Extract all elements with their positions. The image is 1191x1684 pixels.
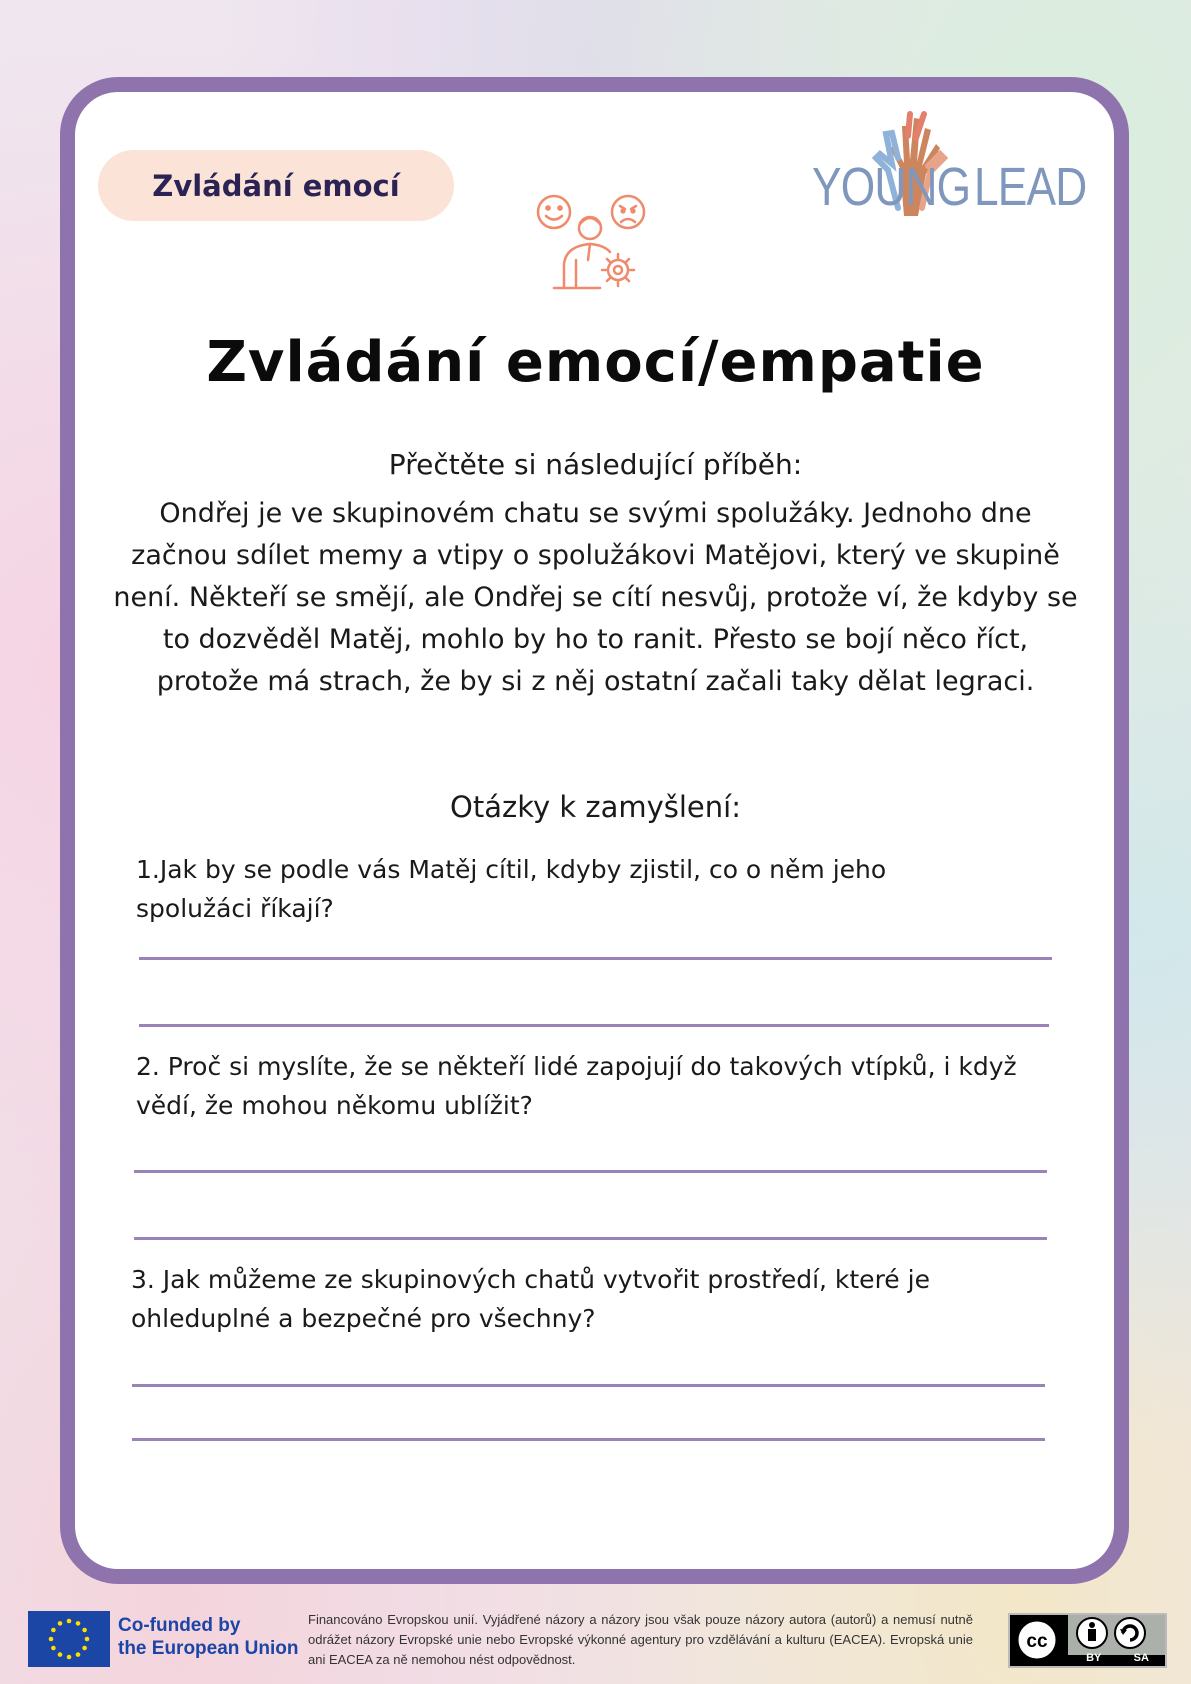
cc-labels — [1070, 1652, 1165, 1666]
logo-word-left: YOUNG — [812, 157, 971, 217]
answer-line-2a[interactable] — [134, 1170, 1047, 1173]
question-3: 3. Jak můžeme ze skupinových chatů vytvořit prostředí, které je ohleduplné a bezpečné pro všechny? — [131, 1265, 930, 1333]
eu-flag-icon — [28, 1611, 110, 1667]
question-2: 2. Proč si myslíte, že se někteří lidé zapojují do takových vtípků, i když vědí, že mohou někomu ublížit? — [136, 1052, 1017, 1120]
page-title: Zvládání emocí/empatie — [206, 330, 985, 395]
answer-line-3a[interactable] — [132, 1384, 1045, 1387]
answer-line-1a[interactable] — [139, 957, 1052, 960]
svg-text:cc: cc — [1026, 1631, 1048, 1652]
cc-sa-label: SA — [1133, 1652, 1149, 1664]
funding-disclaimer: Financováno Evropskou unií. Vyjádřené názory a názory jsou však pouze názory autora (autorů) a nemusí nutně odrážet názory Evropské unie nebo Evropské výkonné agentury pro vzdělávání a kulturu (EACEA). Evropská unie ani EACEA za ně nemohou nést odpovědnost. — [308, 1612, 973, 1667]
questions-heading: Otázky k zamyšlení: — [450, 790, 741, 824]
eu-line-1: Co-funded by — [118, 1615, 241, 1636]
question-1: 1.Jak by se podle vás Matěj cítil, kdyby zjistil, co o něm jeho spolužáci říkají? — [136, 855, 887, 923]
story-text: Ondřej je ve skupinovém chatu se svými spolužáky. Jednoho dne začnou sdílet memy a vtipy o spolužákovi Matějovi, který ve skupině není. Někteří se smějí, ale Ondřej se cítí nesvůj, protože ví, že kdyby se to dozvěděl Matěj, mohlo by ho to ranit. Přesto se bojí něco říct, protože má strach, že by si z něj ostatní začali taky dělat legraci. — [113, 498, 1078, 697]
answer-line-1b[interactable] — [139, 1024, 1049, 1027]
worksheet-card — [60, 77, 1129, 1584]
eu-cofunded-text — [118, 1614, 299, 1660]
footer — [0, 1600, 1191, 1684]
logo-word-right: LEAD — [974, 157, 1087, 217]
eu-line-2: the European Union — [118, 1638, 299, 1659]
intro-text: Přečtěte si následující příběh: — [388, 448, 803, 481]
emotions-icon — [532, 190, 652, 294]
topic-badge: Zvládání emocí — [98, 150, 454, 221]
young-lead-logo — [812, 108, 1087, 218]
cc-by-label: BY — [1086, 1652, 1102, 1664]
answer-line-3b[interactable] — [132, 1438, 1045, 1441]
answer-line-2b[interactable] — [134, 1237, 1047, 1240]
